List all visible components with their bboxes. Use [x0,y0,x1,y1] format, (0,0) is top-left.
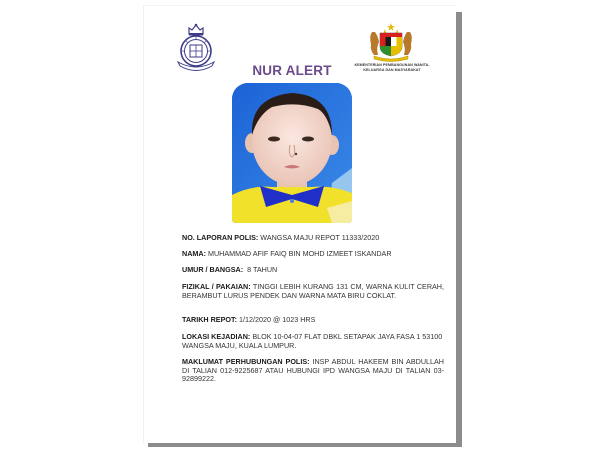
field-value: MUHAMMAD AFIF FAIQ BIN MOHD IZMEET ISKANDAR [207,249,392,258]
ministry-caption-line1: KEMENTERIAN PEMBANGUNAN WANITA, [354,63,430,67]
field-label: FIZIKAL / PAKAIAN [182,282,249,291]
coat-of-arms-icon [366,22,416,62]
page-shadow-right [455,12,462,447]
field-police-report: NO. LAPORAN POLIS: WANGSA MAJU REPOT 11333/2020 [182,233,380,242]
ministry-caption [350,63,434,72]
field-value: WANGSA MAJU REPOT 11333/2020 [260,233,380,242]
field-physical-description: FIZIKAL / PAKAIAN: TINGGI LEBIH KURANG 131 CM, WARNA KULIT CERAH, BERAMBUT LURUS PENDEK DAN WARNA MATA BIRU COKLAT. [182,282,444,300]
field-value: INSP ABDUL HAKEEM BIN ABDULLAH DI TALIAN 012-9225687 ATAU HUBUNGI IPD WANGSA MAJU DI TALIAN 03-92899222. [182,357,444,384]
field-label: MAKLUMAT PERHUBUNGAN POLIS [182,357,308,366]
field-label: NO. LAPORAN POLIS [182,233,256,242]
field-name: NAMA: MUHAMMAD AFIF FAIQ BIN MOHD IZMEET ISKANDAR [182,249,392,258]
field-value: BLOK 10-04-07 FLAT DBKL SETAPAK JAYA FASA 1 53100 WANGSA MAJU, KUALA LUMPUR. [182,332,443,350]
field-label: NAMA [182,249,204,258]
field-incident-location: LOKASI KEJADIAN: BLOK 10-04-07 FLAT DBKL SETAPAK JAYA FASA 1 53100 WANGSA MAJU, KUALA LUMPUR. [182,332,443,350]
field-label: TARIKH REPOT [182,315,235,324]
police-crest-icon [172,22,220,72]
field-value: TINGGI LEBIH KURANG 131 CM, WARNA KULIT CERAH, BERAMBUT LURUS PENDEK DAN WARNA MATA BIRU COKLAT. [182,282,444,300]
missing-child-photo [232,83,352,223]
alert-title: NUR ALERT [252,63,332,78]
field-label: UMUR / BANGSA [182,265,241,274]
field-age: UMUR / BANGSA: 8 TAHUN [182,265,278,274]
ministry-caption-line2: KELUARGA DAN MASYARAKAT [363,67,421,72]
field-value: 1/12/2020 @ 1023 HRS [238,315,316,324]
field-value: 8 TAHUN [247,265,278,274]
field-label: LOKASI KEJADIAN [182,332,248,341]
field-report-date: TARIKH REPOT: 1/12/2020 @ 1023 HRS [182,315,316,324]
field-police-contact: MAKLUMAT PERHUBUNGAN POLIS: INSP ABDUL HAKEEM BIN ABDULLAH DI TALIAN 012-9225687 ATAU HUBUNGI IPD WANGSA MAJU DI TALIAN 03-92899222. [182,357,444,384]
